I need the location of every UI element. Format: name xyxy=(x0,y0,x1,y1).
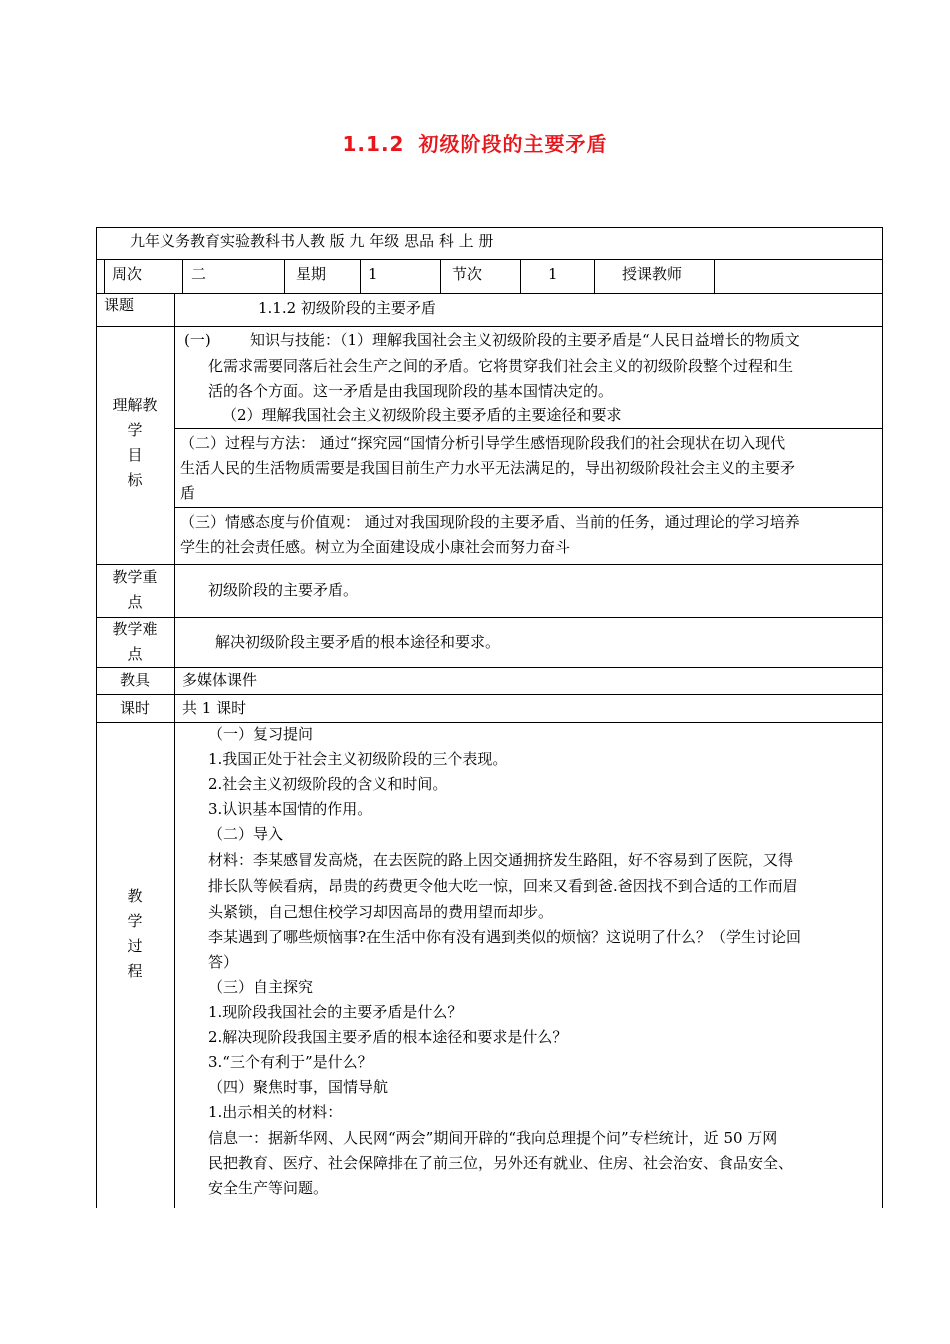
book-info: 九年义务教育实验教科书人教 版 九 年级 思品 科 上 册 xyxy=(130,232,494,250)
process-line-6: 材料：李某感冒发高烧，在去医院的路上因交通拥挤发生路阻，好不容易到了医院，又得 xyxy=(208,851,794,869)
tools-label: 教具 xyxy=(120,671,151,689)
method-line-1: （二）过程与方法： 通过“探究园“国情分析引导学生感悟现阶段我们的社会现状在切入现代 xyxy=(180,434,786,452)
period-value: 1 xyxy=(548,265,558,283)
title-number: 1.1.2 xyxy=(342,132,405,156)
page-title xyxy=(0,128,950,157)
title-text: 初级阶段的主要矛盾 xyxy=(418,132,608,156)
process-line-15: （四）聚焦时事，国情导航 xyxy=(208,1078,389,1096)
knowledge-line-4: （2）理解我国社会主义初级阶段主要矛盾的主要途径和要求 xyxy=(222,406,622,424)
method-line-2: 生活人民的生活物质需要是我国目前生产力水平无法满足的，导出初级阶段社会主义的主要矛 xyxy=(180,459,796,477)
process-line-3: 2.社会主义初级阶段的含义和时间。 xyxy=(208,775,448,793)
key-point-label: 教学重 点 xyxy=(112,568,158,611)
process-line-1: （一）复习提问 xyxy=(208,725,314,743)
teacher-label: 授课教师 xyxy=(622,265,683,283)
key-point-value: 初级阶段的主要矛盾。 xyxy=(208,581,359,599)
period-label: 节次 xyxy=(452,265,483,283)
process-line-2: 1.我国正处于社会主义初级阶段的三个表现。 xyxy=(208,750,508,768)
process-line-18: 民把教育、医疗、社会保障排在了前三位，另外还有就业、住房、社会治安、食品安全、 xyxy=(208,1154,794,1172)
hours-label: 课时 xyxy=(120,699,151,717)
week-label: 周次 xyxy=(112,265,143,283)
process-line-12: 1.现阶段我国社会的主要矛盾是什么？ xyxy=(208,1003,463,1021)
process-line-16: 1.出示相关的材料： xyxy=(208,1103,343,1121)
process-line-4: 3.认识基本国情的作用。 xyxy=(208,800,373,818)
process-line-8: 头紧锁，自己想住校学习却因高昂的费用望而却步。 xyxy=(208,903,554,921)
day-label: 星期 xyxy=(296,265,327,283)
process-line-19: 安全生产等问题。 xyxy=(208,1179,329,1197)
goals-label: 理解教 学 目 标 xyxy=(112,396,158,489)
knowledge-lead: (一) xyxy=(184,331,211,349)
attitude-line-1: （三）情感态度与价值观： 通过对我国现阶段的主要矛盾、当前的任务，通过理论的学习培养 xyxy=(180,513,800,531)
process-line-11: （三）自主探究 xyxy=(208,978,314,996)
process-line-5: （二）导入 xyxy=(208,825,284,843)
difficulty-label: 教学难 点 xyxy=(112,620,158,663)
process-line-9: 李某遇到了哪些烦恼事?在生活中你有没有遇到类似的烦恼？这说明了什么？（学生讨论回 xyxy=(208,928,802,946)
hours-value: 共 1 课时 xyxy=(182,699,247,717)
process-line-17: 信息一：据新华网、人民网“两会”期间开辟的“我向总理提个问”专栏统计，近 50 万网 xyxy=(208,1129,778,1147)
day-value: 1 xyxy=(368,265,378,283)
knowledge-line-2: 化需求需要同落后社会生产之间的矛盾。它将贯穿我们社会主义的初级阶段整个过程和生 xyxy=(208,357,794,375)
process-line-10: 答） xyxy=(208,953,239,971)
process-line-13: 2.解决现阶段我国主要矛盾的根本途径和要求是什么？ xyxy=(208,1028,568,1046)
difficulty-value: 解决初级阶段主要矛盾的根本途径和要求。 xyxy=(215,633,501,651)
knowledge-line-1: 知识与技能：（1）理解我国社会主义初级阶段的主要矛盾是“人民日益增长的物质文 xyxy=(250,331,800,349)
tools-value: 多媒体课件 xyxy=(182,671,258,689)
process-line-14: 3.“三个有利于”是什么？ xyxy=(208,1053,373,1071)
process-label: 教 学 过 程 xyxy=(127,887,143,980)
week-value: 二 xyxy=(191,265,207,283)
attitude-line-2: 学生的社会责任感。树立为全面建设成小康社会而努力奋斗 xyxy=(180,538,571,556)
method-line-3: 盾 xyxy=(180,484,196,502)
knowledge-line-3: 活的各个方面。这一矛盾是由我国现阶段的基本国情决定的。 xyxy=(208,382,614,400)
topic-label: 课题 xyxy=(104,296,135,314)
process-line-7: 排长队等候看病，昂贵的药费更令他大吃一惊，回来又看到爸.爸因找不到合适的工作而眉 xyxy=(208,877,798,895)
topic-value: 1.1.2 初级阶段的主要矛盾 xyxy=(258,299,436,317)
